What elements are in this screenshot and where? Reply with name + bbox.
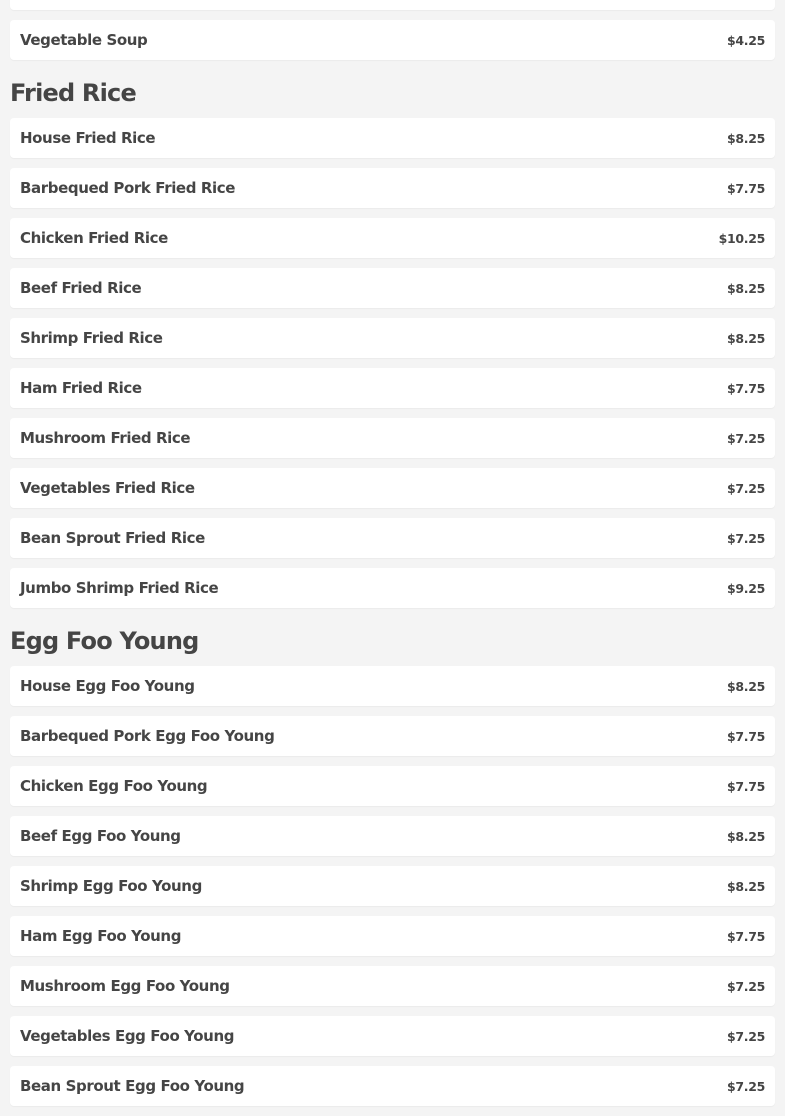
menu-item[interactable] [10, 168, 775, 208]
item-price: $10.25 [718, 230, 765, 246]
menu-item[interactable] [10, 418, 775, 458]
item-price: $7.75 [726, 380, 765, 396]
item-name: Vegetable Soup [20, 31, 148, 49]
item-name: Jumbo Shrimp Fried Rice [20, 579, 219, 597]
item-price: $4.25 [726, 32, 765, 48]
menu-item[interactable] [10, 218, 775, 258]
menu-item[interactable] [10, 1066, 775, 1106]
menu-list [10, 0, 775, 1116]
section-heading: Fried Rice [10, 79, 136, 107]
item-name: Bean Sprout Egg Foo Young [20, 1077, 245, 1095]
menu-item[interactable] [10, 118, 775, 158]
menu-item[interactable] [10, 716, 775, 756]
menu-item[interactable] [10, 20, 775, 60]
item-price: $8.25 [726, 878, 765, 894]
item-price: $7.25 [726, 1028, 765, 1044]
item-name: Shrimp Fried Rice [20, 329, 163, 347]
item-name: Chicken Fried Rice [20, 229, 168, 247]
menu-item[interactable] [10, 966, 775, 1006]
item-price: $9.25 [726, 580, 765, 596]
item-price: $7.25 [726, 978, 765, 994]
item-name: Ham Fried Rice [20, 379, 142, 397]
item-name: Vegetables Egg Foo Young [20, 1027, 235, 1045]
menu-item[interactable] [10, 518, 775, 558]
item-price: $7.75 [726, 180, 765, 196]
menu-item[interactable] [10, 916, 775, 956]
menu-item[interactable] [10, 468, 775, 508]
menu-section-fried-rice [10, 70, 775, 608]
item-price: $7.75 [726, 728, 765, 744]
item-name: Ham Egg Foo Young [20, 927, 182, 945]
item-name: House Egg Foo Young [20, 677, 195, 695]
item-name: Chicken Egg Foo Young [20, 777, 208, 795]
menu-item[interactable] [10, 766, 775, 806]
item-price: $8.25 [726, 678, 765, 694]
item-name: Mushroom Egg Foo Young [20, 977, 230, 995]
menu-item[interactable] [10, 1016, 775, 1056]
menu-item[interactable] [10, 268, 775, 308]
menu-item[interactable] [10, 368, 775, 408]
item-price: $7.25 [726, 1078, 765, 1094]
item-name: Barbequed Pork Fried Rice [20, 179, 236, 197]
item-name: Shrimp Egg Foo Young [20, 877, 202, 895]
item-name: Beef Egg Foo Young [20, 827, 181, 845]
item-price: $8.25 [726, 280, 765, 296]
menu-item[interactable] [10, 866, 775, 906]
item-price: $7.75 [726, 778, 765, 794]
menu-item[interactable] [10, 816, 775, 856]
menu-item[interactable] [10, 318, 775, 358]
menu-section-soup [10, 0, 775, 60]
item-name: Bean Sprout Fried Rice [20, 529, 205, 547]
section-heading: Egg Foo Young [10, 627, 199, 655]
item-price: $8.25 [726, 828, 765, 844]
item-name: Barbequed Pork Egg Foo Young [20, 727, 275, 745]
menu-item[interactable] [10, 0, 775, 10]
item-price: $8.25 [726, 130, 765, 146]
item-name: Beef Fried Rice [20, 279, 142, 297]
item-name: Mushroom Fried Rice [20, 429, 191, 447]
item-price: $7.25 [726, 430, 765, 446]
item-price: $8.25 [726, 330, 765, 346]
item-price: $7.75 [726, 928, 765, 944]
item-price: $7.25 [726, 480, 765, 496]
menu-section-egg-foo-young [10, 618, 775, 1106]
item-price: $7.25 [726, 530, 765, 546]
menu-item[interactable] [10, 666, 775, 706]
menu-item[interactable] [10, 568, 775, 608]
item-name: House Fried Rice [20, 129, 156, 147]
item-name: Vegetables Fried Rice [20, 479, 195, 497]
